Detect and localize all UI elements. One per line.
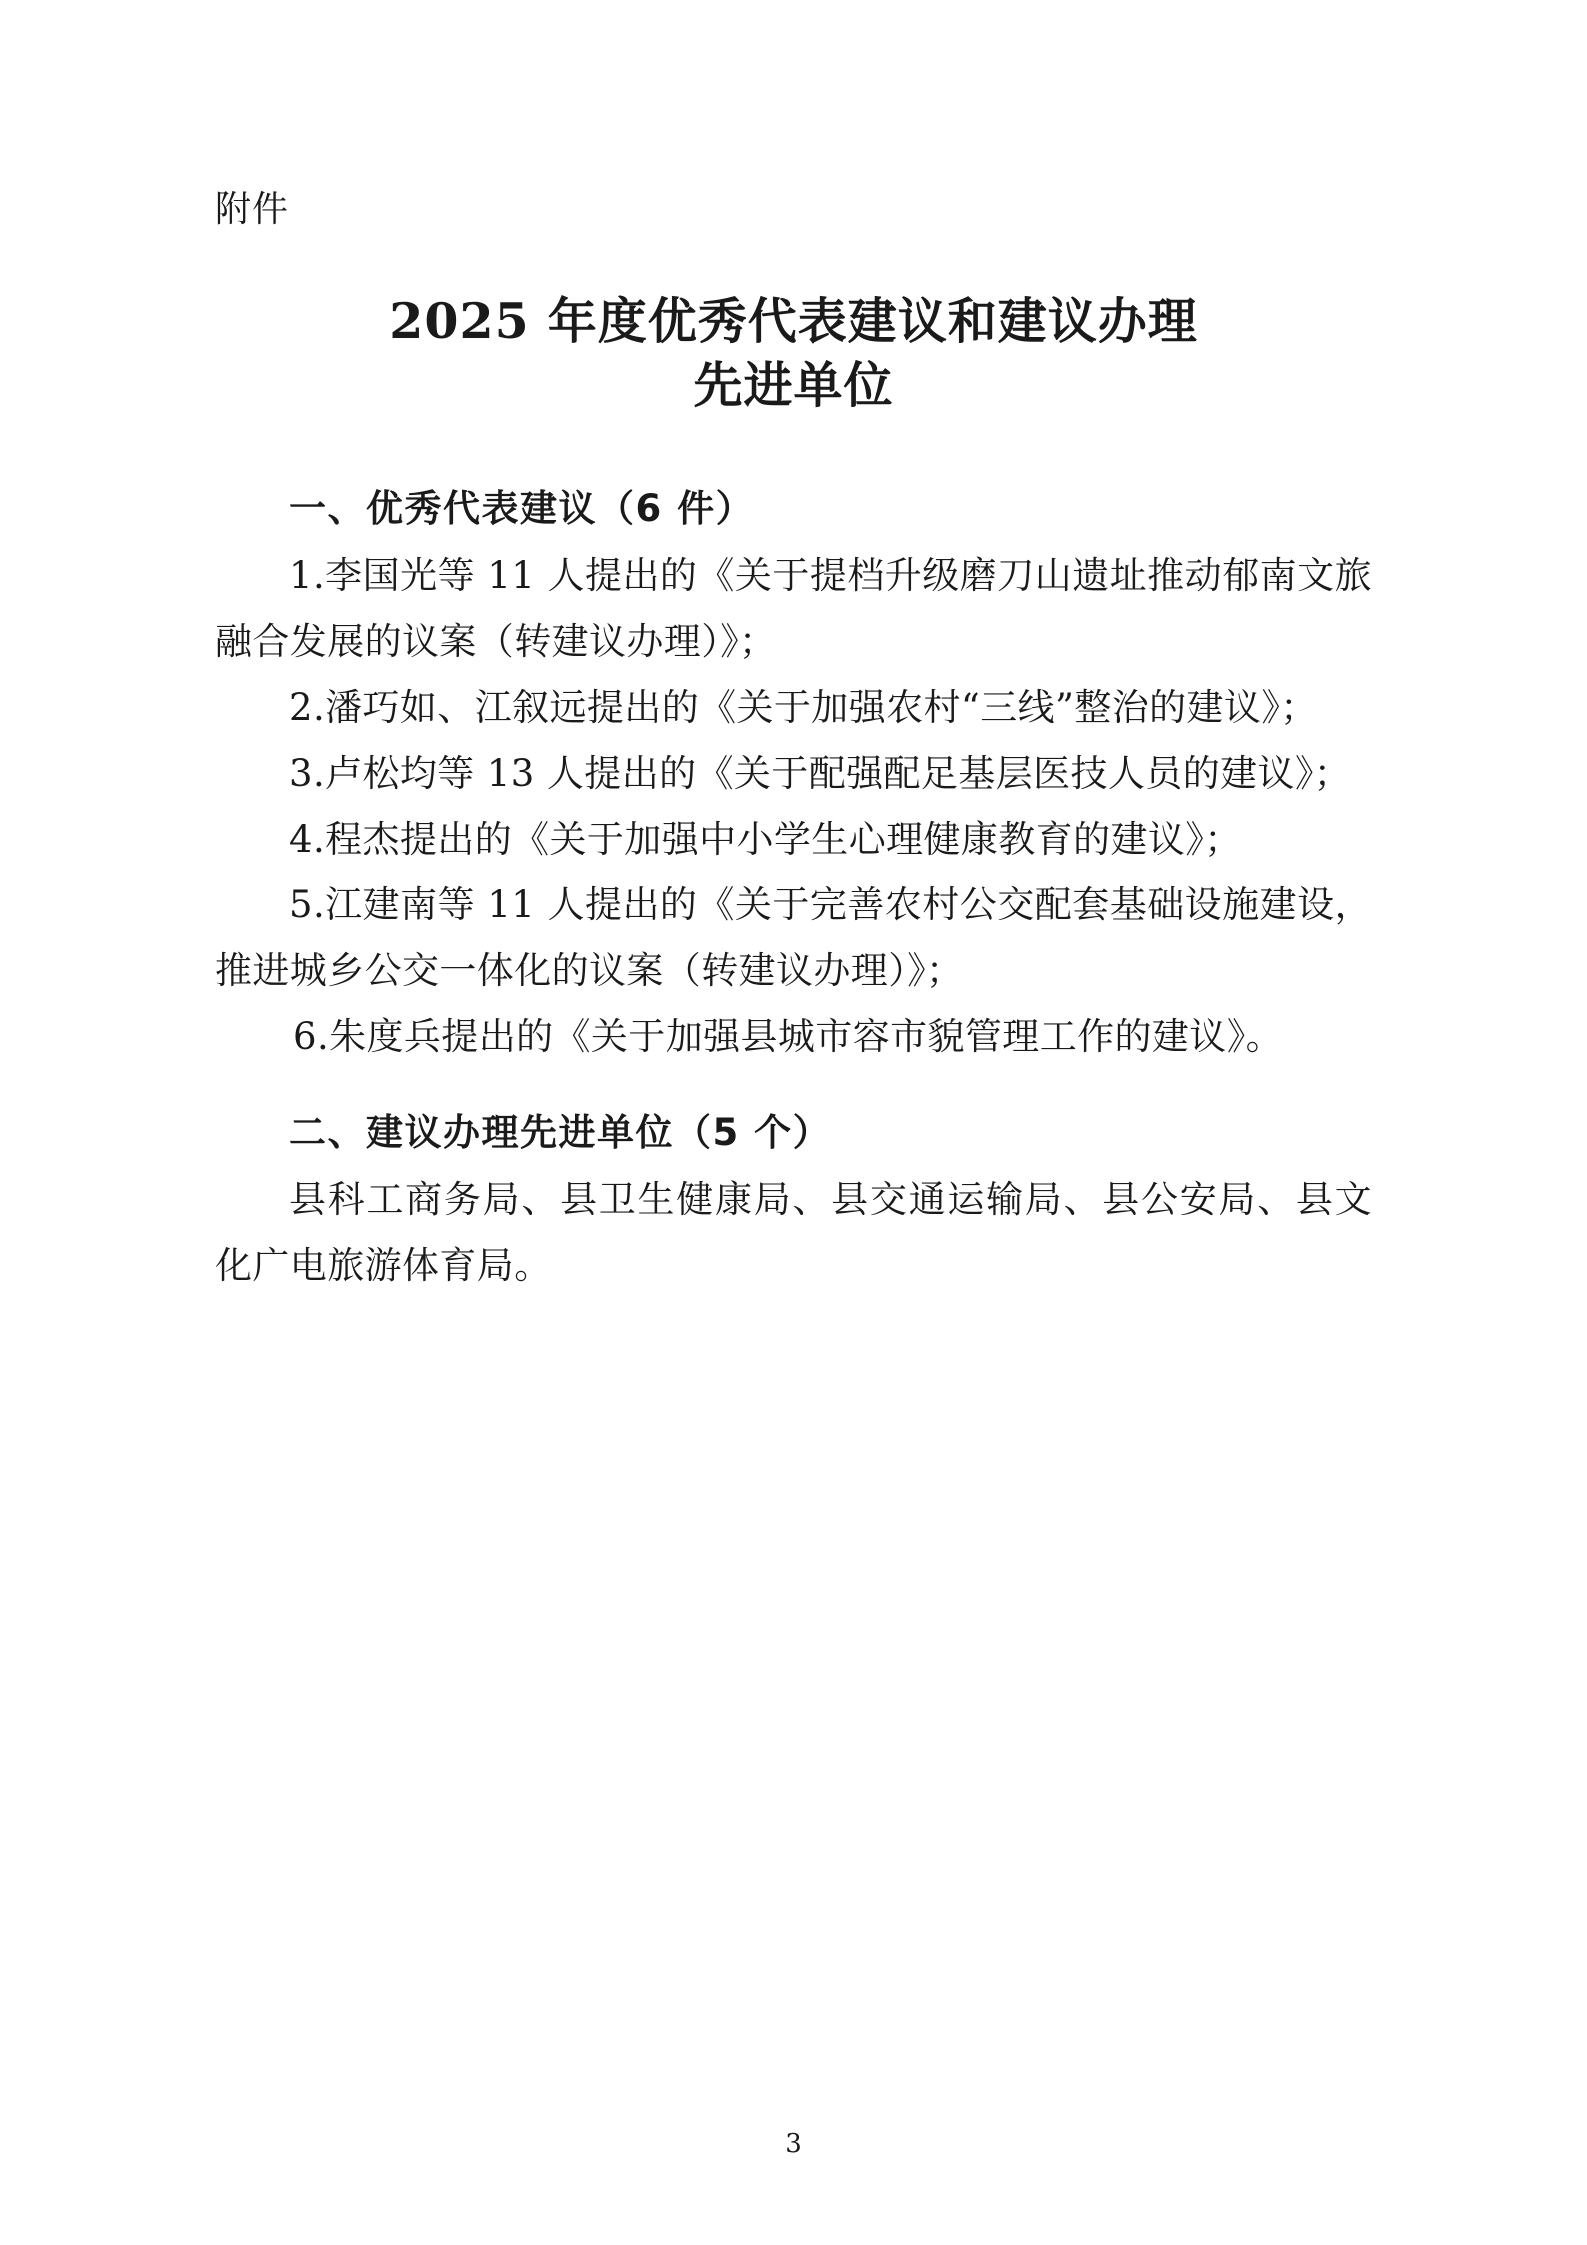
list-item: 4.程杰提出的《关于加强中小学生心理健康教育的建议》； — [289, 817, 1242, 861]
list-item: 2.潘巧如、江叙远提出的《关于加强农村“三线”整治的建议》； — [289, 685, 1318, 729]
section-excellent-suggestions — [215, 480, 1372, 1070]
page-number: 3 — [785, 2129, 802, 2159]
section-2-items — [215, 1167, 1372, 1299]
page-title — [215, 290, 1372, 417]
list-item: 县科工商务局、县卫生健康局、县交通运输局、县公安局、县文化广电旅游体育局。 — [215, 1178, 1372, 1288]
list-item: 1.李国光等 11 人提出的《关于提档升级磨刀山遗址推动郁南文旅融合发展的议案（转建议办理）》； — [215, 554, 1372, 663]
section-heading-2: 二、建议办理先进单位（5 个） — [289, 1110, 832, 1154]
page-title-line-2: 先进单位 — [693, 356, 894, 415]
list-item: 6.朱度兵提出的《关于加强县城市容市貌管理工作的建议》。 — [293, 1015, 1283, 1059]
section-advanced-units — [215, 1104, 1372, 1299]
page-title-line-1: 2025 年度优秀代表建议和建议办理 — [389, 292, 1198, 351]
section-1-items — [215, 543, 1372, 1070]
list-item: 3.卢松均等 13 人提出的《关于配强配足基层医技人员的建议》； — [289, 751, 1352, 795]
list-item: 5.江建南等 11 人提出的《关于完善农村公交配套基础设施建设，推进城乡公交一体化的议案（转建议办理）》； — [215, 883, 1372, 993]
section-heading-1: 一、优秀代表建议（6 件） — [289, 486, 755, 530]
attachment-label: 附件 — [215, 189, 290, 230]
